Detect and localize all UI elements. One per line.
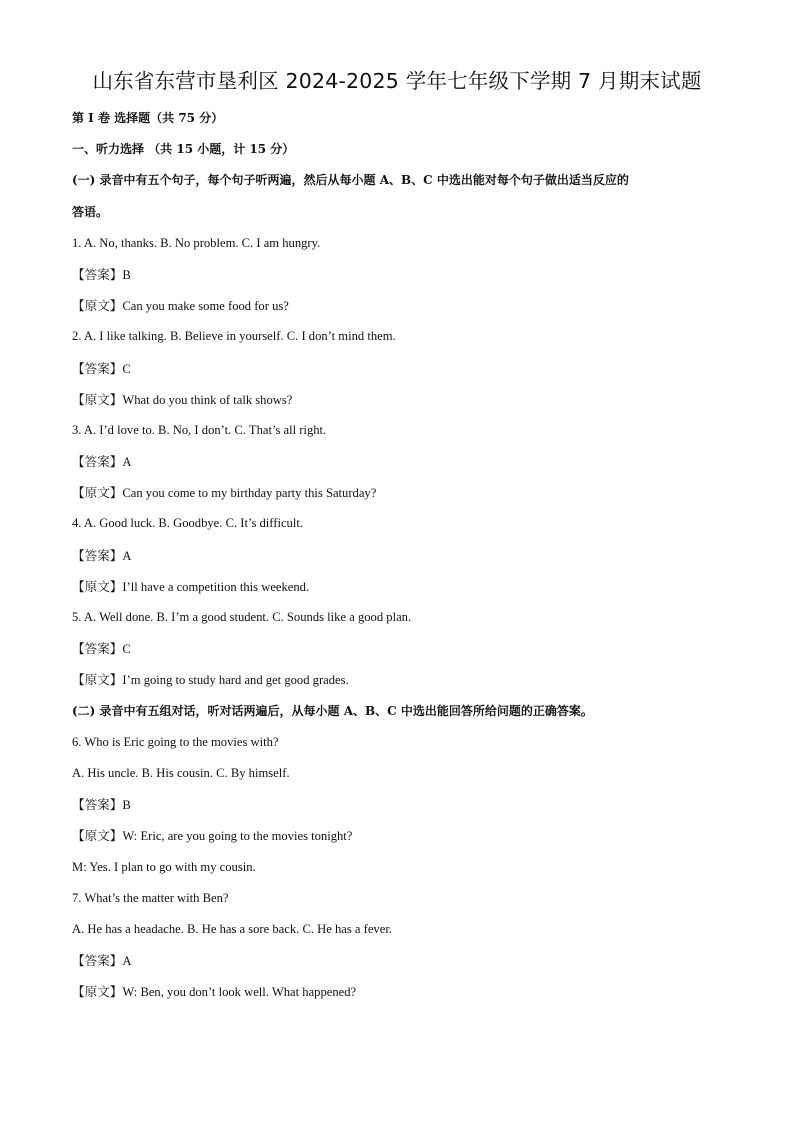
original-label: 【原文】 xyxy=(72,828,123,844)
question-6-original-cont: M: Yes. I plan to go with my cousin. xyxy=(72,859,256,874)
question-6-original xyxy=(72,820,732,851)
original-text: Can you make some food for us? xyxy=(122,299,289,314)
question-3-answer xyxy=(72,446,732,477)
answer-value: C xyxy=(122,642,131,657)
answer-value: A xyxy=(122,455,132,470)
sub-instruction-1: (一) 录音中有五个句子，每个句子听两遍，然后从每小题 A、B、C 中选出能对每个句子做出适当反应的 xyxy=(72,173,629,188)
original-text: What do you think of talk shows? xyxy=(122,392,293,407)
question-1-options: 1. A. No, thanks. B. No problem. C. I am hungry. xyxy=(72,235,321,250)
original-text: W: Ben, you don’t look well. What happened? xyxy=(122,985,357,1000)
original-text: W: Eric, are you going to the movies tonight? xyxy=(122,829,353,844)
question-1-original xyxy=(72,290,732,321)
question-7-text: 7. What’s the matter with Ben? xyxy=(72,890,229,905)
answer-label: 【答案】 xyxy=(72,547,123,563)
original-text: I’m going to study hard and get good grades. xyxy=(122,673,349,688)
answer-value: A xyxy=(122,954,132,969)
document-body xyxy=(72,103,732,1007)
sub-instruction-1-cont: 答语。 xyxy=(72,204,109,219)
question-3-original xyxy=(72,477,732,508)
question-6-text: 6. Who is Eric going to the movies with? xyxy=(72,734,279,749)
answer-label: 【答案】 xyxy=(72,266,123,282)
answer-value: B xyxy=(122,267,131,282)
original-text: I’ll have a competition this weekend. xyxy=(122,579,310,594)
answer-label: 【答案】 xyxy=(72,797,123,813)
original-label: 【原文】 xyxy=(72,485,123,501)
question-5-answer xyxy=(72,633,732,664)
page-title: 山东省东营市垦利区 2024-2025 学年七年级下学期 7 月期末试题 xyxy=(92,69,702,93)
question-3-options: 3. A. I’d love to. B. No, I don’t. C. That’s all right. xyxy=(72,422,327,437)
question-7-original xyxy=(72,976,732,1007)
question-1-answer xyxy=(72,259,732,290)
question-4-original xyxy=(72,571,732,602)
answer-label: 【答案】 xyxy=(72,454,123,470)
section-heading: 第 I 卷 选择题（共 75 分） xyxy=(72,111,224,125)
original-label: 【原文】 xyxy=(72,391,123,407)
answer-value: B xyxy=(122,798,131,813)
original-label: 【原文】 xyxy=(72,984,123,1000)
part-heading: 一、听力选择 （共 15 小题，计 15 分） xyxy=(72,142,295,157)
answer-label: 【答案】 xyxy=(72,641,123,657)
original-label: 【原文】 xyxy=(72,672,123,688)
question-4-options: 4. A. Good luck. B. Goodbye. C. It’s difficult. xyxy=(72,516,303,531)
question-5-original xyxy=(72,664,732,695)
answer-value: A xyxy=(122,548,132,563)
original-label: 【原文】 xyxy=(72,578,123,594)
question-6-options: A. His uncle. B. His cousin. C. By himself. xyxy=(72,765,290,780)
answer-label: 【答案】 xyxy=(72,360,123,376)
question-7-answer xyxy=(72,945,732,976)
question-2-answer xyxy=(72,353,732,384)
question-4-answer xyxy=(72,540,732,571)
question-2-original xyxy=(72,384,732,415)
question-6-answer xyxy=(72,789,732,820)
question-7-options: A. He has a headache. B. He has a sore back. C. He has a fever. xyxy=(72,921,392,936)
original-label: 【原文】 xyxy=(72,298,123,314)
question-2-options: 2. A. I like talking. B. Believe in yourself. C. I don’t mind them. xyxy=(72,329,396,344)
original-text: Can you come to my birthday party this Saturday? xyxy=(122,486,377,501)
question-5-options: 5. A. Well done. B. I’m a good student. C. Sounds like a good plan. xyxy=(72,610,412,624)
sub-instruction-2: (二) 录音中有五组对话，听对话两遍后，从每小题 A、B、C 中选出能回答所给问题的正确答案。 xyxy=(72,703,593,718)
answer-value: C xyxy=(122,361,131,376)
answer-label: 【答案】 xyxy=(72,953,123,969)
